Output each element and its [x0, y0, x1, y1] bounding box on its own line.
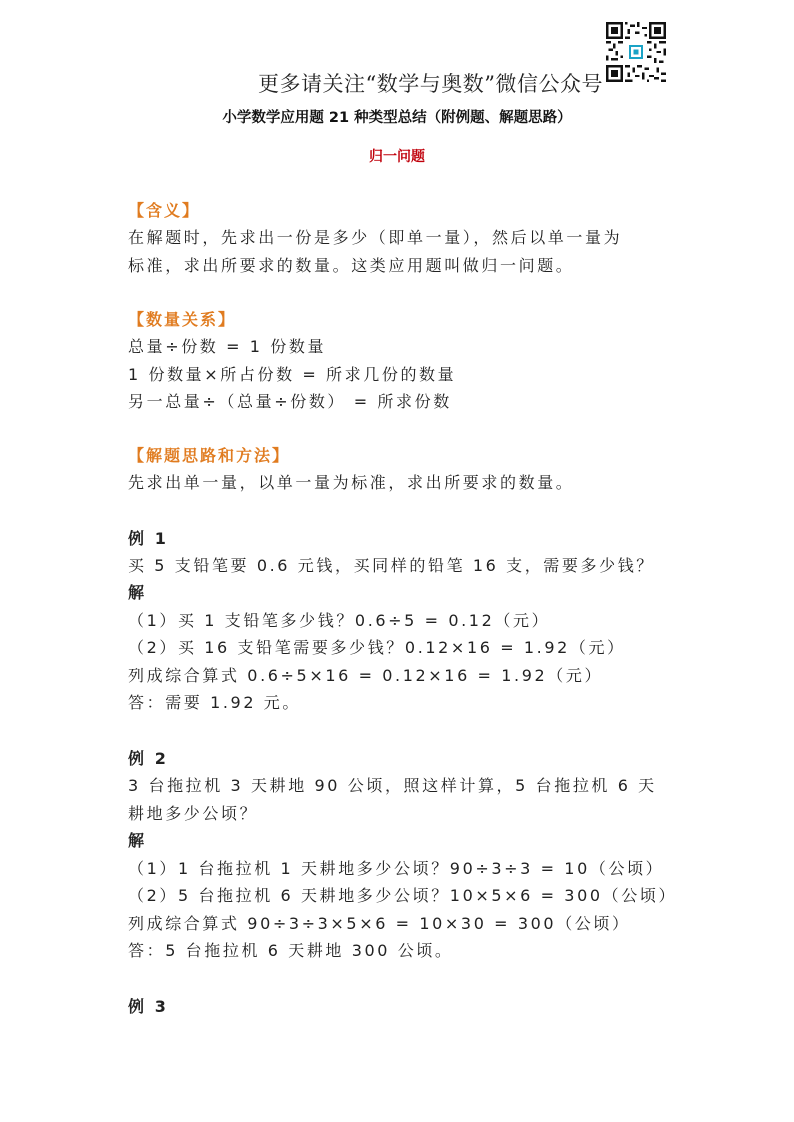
example-question: 买 5 支铅笔要 0.6 元钱，买同样的铅笔 16 支，需要多少钱？ — [128, 556, 655, 575]
solution-label: 解 — [128, 583, 147, 602]
solution-step: （2）买 16 支铅笔需要多少钱？0.12×16 = 1.92（元） — [128, 638, 626, 657]
section-title: 归一问题 — [369, 149, 425, 165]
solution-step: 列成综合算式 0.6÷5×16 = 0.12×16 = 1.92（元） — [128, 666, 604, 685]
document-title: 小学数学应用题 21 种类型总结（附例题、解题思路） — [222, 110, 572, 126]
example-label: 例 3 — [128, 997, 169, 1016]
example-question: 3 台拖拉机 3 天耕地 90 公顷，照这样计算，5 台拖拉机 6 天 — [128, 776, 657, 795]
solution-step: 列成综合算式 90÷3÷3×5×6 = 10×30 = 300（公顷） — [128, 914, 631, 933]
text-line: 1 份数量×所占份数 = 所求几份的数量 — [128, 365, 457, 384]
solution-step: （2）5 台拖拉机 6 天耕地多少公顷？10×5×6 = 300（公顷） — [128, 886, 678, 905]
solution-step: （1）1 台拖拉机 1 天耕地多少公顷？90÷3÷3 = 10（公顷） — [128, 859, 665, 878]
solution-step: （1）买 1 支铅笔多少钱？0.6÷5 = 0.12（元） — [128, 611, 551, 630]
example-label: 例 1 — [128, 529, 169, 548]
heading-relation: 【数量关系】 — [128, 310, 237, 329]
heading-method: 【解题思路和方法】 — [128, 446, 291, 465]
heading-meaning: 【含义】 — [128, 201, 201, 220]
text-line: 另一总量÷（总量÷份数） = 所求份数 — [128, 392, 452, 411]
text-line: 在解题时，先求出一份是多少（即单一量），然后以单一量为 — [128, 228, 623, 247]
solution-label: 解 — [128, 831, 147, 850]
text-line: 标准，求出所要求的数量。这类应用题叫做归一问题。 — [128, 256, 575, 275]
qr-code-icon — [606, 22, 666, 82]
text-line: 先求出单一量，以单一量为标准，求出所要求的数量。 — [128, 473, 575, 492]
answer-line: 答：5 台拖拉机 6 天耕地 300 公顷。 — [128, 941, 454, 960]
example-label: 例 2 — [128, 749, 169, 768]
follow-banner: 更多请关注“数学与奥数”微信公众号 — [258, 72, 603, 96]
example-question: 耕地多少公顷？ — [128, 804, 259, 823]
answer-line: 答：需要 1.92 元。 — [128, 693, 301, 712]
text-line: 总量÷份数 = 1 份数量 — [128, 337, 327, 356]
